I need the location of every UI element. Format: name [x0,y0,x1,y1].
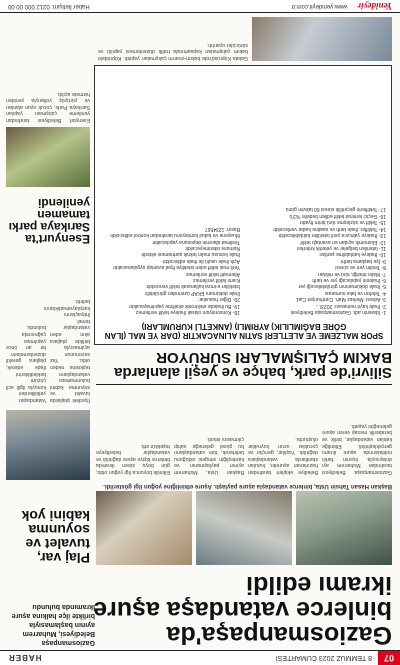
right-headline-mid: Esenyurt'ta Sarıkaya parkı tamamen yenilendi [8,196,90,246]
list-item: 3- Adresi: Merkez Mah. Cumhuriyet Cad. [295,296,386,303]
list-item: İhale dokümanı EKAP üzerinden görülebilir [144,289,240,296]
list-item: 2- İhale kayıt numarası: 2023/... [315,302,386,309]
list-item: Teslimat idarenin deposuna yapılacaktır [152,238,240,245]
bridge-photo [252,17,392,61]
main-headline: Gaziosmanpaşa'da binlerce vatandaşa aşure ikramı edildi [93,571,392,649]
list-item: 9- İşe başlama tarihi [340,257,386,264]
list-item: Basın: 1234567 [204,225,240,232]
list-item: 10- İhaleye katılabilme şartları [319,251,386,258]
beach-photo [6,410,90,480]
list-item: Açık ihale usulü ile ihale edilecektir [162,257,240,264]
tender-list-left [246,75,386,315]
list-item: 11- İstenilen belgeler ve yeterlik kriterleri [296,244,386,251]
bottom-body: Galata Köprüsü'nde bakım-onarım çalışmaları yapıldı. Köprüdeki bakım çalışmaları kapsamında trafik düzenlemesi yapıldı ve sürücüler uyarıldı. [98,41,248,61]
list-item: Numune istenmeyecektir [184,244,240,251]
list-item: İstekliler e-imza kullanarak teklif verecektir [146,283,240,290]
list-item: Kısmi teklif verilemez [193,276,240,283]
main-body-col-1: Gaziosmanpaşa Belediyesi tarafından Muharrem ayı dolayısıyla ilçenin farklı noktalarında aşure ikramı gerçekleştirildi. Etkinliğe katılan vatandaşlar, birlik ve beraberlik mesajı veren aşure geleneğini yaşattı. [322,422,392,475]
list-item: 7- Malın niteliği, türü ve miktarı [317,270,386,277]
list-item: Yerli malı teklif eden istekliye fiyat avantajı uygulanacaktır [112,264,240,271]
aşure-photo-3 [96,491,192,565]
list-item: 4- Telefon ve faks numarası [324,289,386,296]
second-headline: Silivri'de park, bahçe ve yeşil alanlarda BAKIM ÇALIŞMALARI SÜRÜYOR [114,349,392,381]
aşure-photo-1 [296,491,392,565]
list-item: 20- Diğer hususlar: [197,296,240,303]
main-body-col-3: Başkan Usta, Muharrem ayının paylaşmanın ve kardeşliğin simgesi olduğunu belirterek, tüm vatandaşların bu güzel geleneğe sahip çıkmasını istedi. [174,436,244,475]
list-item: 12- Ekonomik açıdan en avantajlı teklif [300,238,386,245]
list-item: 15- Teklif ve sözleşme türü birim fiyattır [299,219,386,226]
list-item: 19- Bu ihalede elektronik eksiltme yapılmayacaktır [128,302,240,309]
right-body-col-2: Vatandaşlar yetkililerden konuyla ilgili acil çözüm beklediklerini ifade ederek, plajlara gerekli düzenlemelerin bir an önce yapılması çağrısında bulundu. [6,324,46,403]
list-item: 8- Teslim yeri ve süresi [335,264,386,271]
list-item: İhale konusu malın teknik şartnamesi ektedir [141,251,240,258]
aşure-photo-2 [196,491,292,565]
issue-date: 8 TEMMUZ 2023 CUMARTESİ [275,654,372,662]
right-body-mid: Esenyurt Belediyesi tarafından yenileme çalışması yapılan Sarıkaya Parkı, çocuk oyun alanları ve yürüyüş yollarıyla yeniden hizmete açıldı. [6,90,90,123]
list-item: 14- Teklifler, ihale tarih ve saatine kadar verilecektir [272,225,386,232]
tender-list-right [100,75,240,315]
park-photo [6,127,90,187]
list-item: 13- İhaleye yalnızca yerli istekliler katılabilecektir [278,232,386,239]
list-item: 1- İdarenin adı: Gaziosmanpaşa Belediyesi [290,309,386,315]
list-item: Muayene ve kabul komisyonu tarafından kontrol edilecektir [109,232,240,239]
right-headline-top: Plaj var, tuvalet ve soyunma kabini yok [21,508,90,566]
main-body-col-4: Etkinlik boyunca ilgi yoğun oldu; gün boyu süren ikramda binlerce kişiye aşure dağıtıldı ve vatandaşlar belediyeye teşekkür etti. [96,442,170,475]
right-body-col-1: İlçedeki plajlarda tuvalet ve soyunma kabini bulunmaması vatandaşların tepkisine neden oldu. Yaz sezonunun açılmasıyla birlikte plajlara akın eden vatandaşlar temel ihtiyaçlarını karşılayamadıklarını belirtti. [43,298,90,403]
footer-contact: Haber İletişim: 0212 000 00 00 [8,3,90,9]
list-item: 6- İhalenin yapılacağı yer ve tarih [312,276,386,283]
list-item: 17- Tekliflerin geçerlilik süresi 60 takvim günü [285,206,386,213]
footer-website: www.yenideyir.com.tr [291,3,348,9]
tender-notice-title: SPOR MALZEME VE ALETLERİ SATIN ALINACAKTIR (DAR YE MAL (İLAN GÖRE BAĞIMLILIK) AYRIMLI) (ANKETLİ KURUMLARI) [104,322,384,340]
section-name: HABER [8,653,42,663]
main-subheadline: Gaziosmanpaşa Belediyesi, Muharrem ayının başlamasıyla birlikte ilçe halkına aşure ikramında bulundu [11,603,95,646]
divider [96,384,392,385]
list-item: 5- İhale dokümanının görülebileceği yer [298,283,386,290]
main-caption: Başkan Hasan Tahsin Usta, binlerce vatandaşla aşure paylaştı. Aşure etkinliğine yoğun ilgi gösterildi. [103,483,392,489]
list-item: 16- Geçici teminat teklif edilen bedelin %3'ü [289,212,386,219]
list-item: Alternatif teklif verilemez [185,270,240,277]
newspaper-logo: Yenideyir [357,1,392,11]
page-footer [0,0,400,13]
page-header [0,650,400,665]
page-number: 07 [378,651,400,665]
list-item: 18- Konsorsiyum olarak ihaleye teklif verilemez [135,309,240,315]
main-body-col-2: Belediye ekipleri tarafından hazırlanan aşureler, kurulan stantlarda vatandaşlara dağıtıldı. Yaşlılar, gençler ve çocuklar uzun kuyruklar oluşturdu. [248,436,318,475]
